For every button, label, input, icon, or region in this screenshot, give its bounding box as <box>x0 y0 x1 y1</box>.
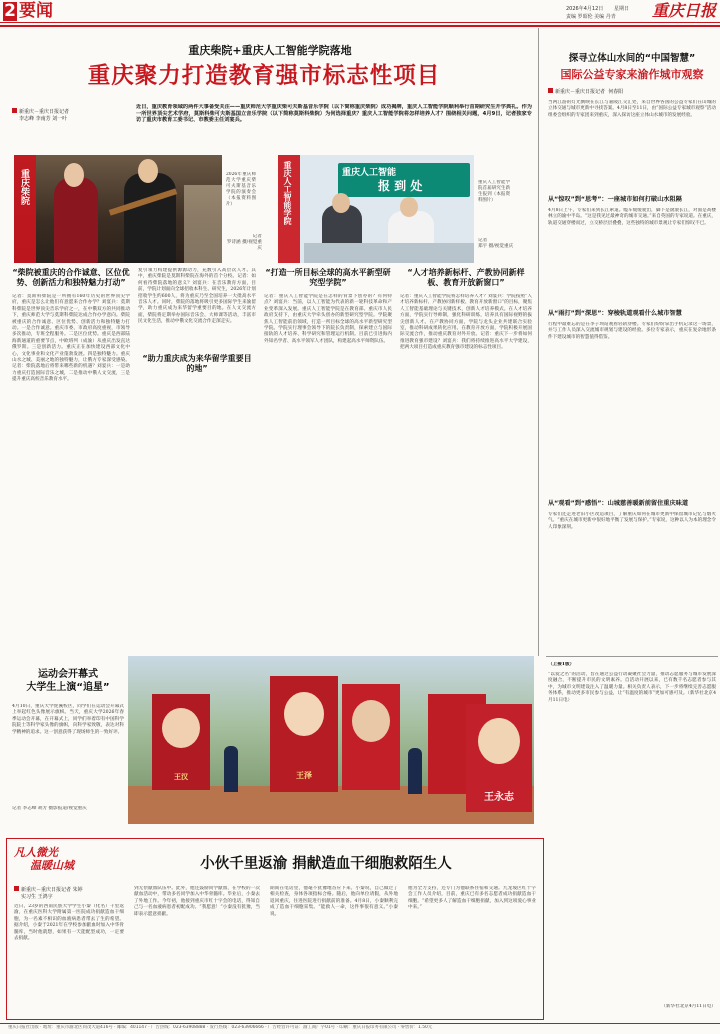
feature-col2: 到无偿献血队伍中。此外，他还鼓励同学献血，在学校的一次献血活动中，带动多名同学加入中华骨髓库。毕业后，小秦去了外地工作。今年初，他接到重庆市红十字会的电话，得知自己与一名血液病患者初配成功。“我愿意！”小秦没有犹豫，当即表示愿意捐献。 <box>134 886 260 917</box>
weekday: 星期日 <box>614 6 630 12</box>
feature-col3: 期间在电话里，他毫不犹豫地答应下来。小秦说，自己做过了相关检查，身体各项指标合格。随后，他向单位请假，从外地返回重庆，住进医院进行捐献前的准备。4月8日，小秦顺利完成了造血干细胞采集。“能救人一命，这件事很有意义。”小秦说。 <box>270 886 398 917</box>
rt-sub3: 从“观看”到“感悟”：山城慈善暖新前留住重庆味道 <box>548 500 689 507</box>
lead-byline <box>12 108 122 123</box>
ai-school-photo <box>278 155 474 263</box>
feature-headline: 小伙千里返渝 捐献造血干细胞救陌生人 <box>200 856 452 872</box>
col3-subhead: “打造一所目标全球的高水平新型研究型学院” <box>265 268 391 287</box>
lead-col4 <box>400 268 532 526</box>
page-number: 2 <box>4 1 16 21</box>
footer-rule <box>0 1023 720 1024</box>
col1-subhead: “柴院被重庆的合作诚意、区位优势、创新活力和独特魅力打动” <box>12 268 130 287</box>
banner-name-3: 王永志 <box>484 792 514 803</box>
lead-col2 <box>138 268 256 516</box>
photo2-sign: 报 到 处 <box>378 179 423 193</box>
photo-vertical-label: 重庆柴院 <box>19 169 29 205</box>
lead-kicker: 重庆柴院+重庆人工智能学院落地 <box>188 44 352 57</box>
feature-byline: 新重庆－重庆日报记者 朱婷 实习生 王鸿宇 <box>14 886 124 901</box>
feature-col4: 他为全力支持，还专门为他联系住宿和交通。九龙坡区红十字会工作人员介绍，目前，重庆已有多名志愿者成功捐献造血干细胞。“希望更多人了解造血干细胞捐献，加入到这项爱心事业中来。” <box>408 886 536 911</box>
col-divider <box>538 28 539 656</box>
sports-photo <box>128 656 534 824</box>
rt-sub2: 从“雨打”到“深思”：穿梭轨道观看什么城市智慧 <box>548 310 682 317</box>
feature-tag-line2: 温暖山城 <box>30 859 74 872</box>
rt-body1: 4月8日上午，专家们来到长江索道。缆车缓缓驶出，脚下是滚滚长江，对面是高楼林立的渝中半岛。“这是我见过最神奇的城市交通。”来自英国的专家说道。在重庆，轨道交通穿楼而过，立交桥层层叠叠，这些独特的城市景观让专家们惊叹不已。 <box>548 208 716 226</box>
lead-col3 <box>264 268 392 526</box>
byline-source: 新重庆－重庆日报记者 <box>12 108 122 116</box>
rt-byline: 新重庆－重庆日报记者 何春阳 <box>548 88 716 96</box>
col3-body: 记者：重庆人工智能学院是在怎样的背景下创办的？有何特点？刘宴兵：当前，以人工智能为代表的新一轮科技革命和产业变革深入发展。重庆人工智能学院是在教育部、重庆市人民政府支持下，由重庆大学牵头创办的新型研究型学院。学院聚焦人工智能前沿领域，打造一所目标全球的高水平新型研究型学院。学院实行理事会领导下的院长负责制，探索建立与国际接轨的人才培养、科学研究和管理运行机制。目前已引进海内外知名学者、高水平领军人才团队，构建起高水平师资队伍。 <box>264 294 392 344</box>
col1-body: 记者：莫斯科柴院是一所拥有160年历史的世界顶尖学府，重庆是怎么让他们有意愿来合作办学？刘宴兵：莫斯科柴院是世界顶尖音乐学府之一，在中俄双方的共同推动下，重庆师范大学与莫斯科柴院达成合作办学意向。柴院被重庆的合作诚意、区位优势、创新活力和独特魅力打动。一是合作诚意。重庆市委、市政府高度重视，市领导多次推动，专班全程服务。二是区位优势。重庆是西部陆海新通道的重要节点，中欧班列（成渝）从重庆出发直达俄罗斯。三是创新活力。重庆正在加快建设西部文化中心，文化事业和文化产业蓬勃发展。四是独特魅力。重庆山水之城、美丽之地的独特魅力，让俄方专家深受感染。记者：柴院落地后将带来哪些新的机遇？刘宴兵：一是助力重庆打造国际音乐之城，二是推动中俄人文交流，三是提升重庆高校音乐教育水平。 <box>12 294 130 383</box>
photo2-credit: 记者 郑宇 摄/视觉重庆 <box>478 238 514 250</box>
sports-headline: 运动会开幕式 大学生上演“追星” <box>26 669 110 693</box>
col4-body: 记者：重庆人工智能学院将怎样培养人才？刘宴兵：学院按照“人才培养新标杆、产教协同新样板、教育开放新窗口”的目标，聚焦人工智能基础理论与关键技术，创新人才培养模式。在人才培养方面，学院实行导师制，强化科研训练，培养具有国际视野的拔尖创新人才。在产教协同方面，学院与龙头企业共建联合实验室，推动科研成果转化应用。在教育开放方面，学院积极开展国际交流合作，推动重庆教育对外开放。记者：重庆下一步将如何推进教育强市建设？刘宴兵：我们将持续推进高水平大学建设，把两大项目打造成重庆教育强市建设的标志性项目。 <box>400 294 532 351</box>
lead-col2-subhead: “助力重庆成为来华留学重要目的地” <box>140 350 254 378</box>
sports-credit: 记者 李志峰 胡芳 摄影报道/视觉重庆 <box>12 806 87 811</box>
rt-divider <box>546 656 718 657</box>
header-rule <box>0 22 720 23</box>
photo2-caption: 重庆人工智能学院首届研究生新生报到（本报资料图片） <box>478 180 510 203</box>
banner-name-2: 王泽 <box>296 771 312 780</box>
editor-line: 责编 罗昭伦 美编 丹青 <box>566 14 616 20</box>
header-rule-thick <box>0 25 720 27</box>
footer-text: 重庆日报社出版 · 地址：重庆市渝北区同茂大道416号 · 邮编：401147 · 广告热线：023-63908888 · 发行热线：023-63906666 · 广告经营许可证：渝工商广字01号 · 印刷：重庆日报印务有限公司 · 零售价：1.50元 <box>8 1025 433 1030</box>
rt-headline: 国际公益专家来渝作城市观察 <box>560 68 704 81</box>
banner-name-1: 王汉 <box>174 773 188 781</box>
feature-tag <box>14 846 92 874</box>
feature-tag-line1: 凡人微光 <box>14 846 58 859</box>
feature-col1: 近日，23岁的西南民族大学学生小秦（化名）千里返渝，在重庆医科大学附属第一医院成功捐献造血干细胞，为一名素不相识的血液病患者带去了生的希望。据介绍，小秦于2021年在学校参加献血时加入中华骨髓库，当时他就想，如果有一天能配型成功，一定要去捐献。 <box>14 904 124 942</box>
photo1-caption: 2026年重庆师范大学重庆柴可夫斯基音乐学院的演奏会（本报资料图片） <box>226 172 256 207</box>
paper-logo: 重庆日报 <box>651 1 716 20</box>
rt-sub1: 从“惊叹”到“思考”：一座城市如何打破山水阻隔 <box>548 196 682 203</box>
photo1-credit: 记者 罗诗涵 摄/视觉重庆 <box>226 234 262 252</box>
section-title: 要闻 <box>19 1 53 21</box>
col2-body: 复引领力构建提供源源动力，充数引入高层次人才。其中，重庆柴院是莫斯科柴院在海外的首个分校。记者：如何看待柴院落地的意义？刘宴兵：在音乐教育方面，目前，学院计划面向全球招收本科生、研究生，2026年计划招收学生约600人，将为重庆乃至全国培养一大批高水平音乐人才。同时，柴院的落地将吸引更多国际学生来渝留学，助力重庆成为来华留学重要目的地。在人文交流方面，柴院将定期举办国际音乐会、大师课等活动，丰富市民文化生活，推动中俄文化交流合作走深走实。 <box>138 268 256 325</box>
sports-body: 4月10日，重庆大学虎溪校区，同学们在运动会开幕式上举起红色头像展示旗帜。当天，重庆大学2026年春季运动会开幕，在开幕式上，同学们举着印有中国科学院院士等科学家头像的旗帜，向科学家致敬，表达对科学精神的追求。这一创意获得了现场师生的一致好评。 <box>12 704 124 735</box>
orchestra-photo <box>14 155 222 263</box>
rt-body: 当两江游的灯光倒映在长江与嘉陵江交汇处，来自世界各国的公益专家们在山城的立体交通与城市更新中寻找答案。4月8日至11日，由“国际公益专家城市观察”活动组委会组织的专家团来到重庆，深入探访这座立体山水城市的发展经验。 <box>548 100 716 118</box>
rt-body2: 行程中最难忘的是在李子坝站观看轻轨穿楼。专家们纷纷拿出手机记录这一场景，并与工作人员深入交流城市规划与建设的经验。多位专家表示，重庆在复杂地形条件下建设城市的智慧值得借鉴。 <box>548 322 716 340</box>
rb-cont-label: （上接1版） <box>548 662 575 667</box>
rb-body: “以爱之名”的活动，旨在通过公益行动凝聚社会力量，推动志愿服务与城市发展深度融合，不断提升市民的文明素养。自活动开展以来，已有数千名志愿者参与其中，为城市文明建设注入了温暖力量。相关负责人表示，下一步将继续完善志愿服务体系，推动更多市民参与公益，让“有温度的城市”更加可感可及。（新华社北京4月11日电） <box>548 672 716 703</box>
photo2-sign-top: 重庆人工智能 <box>342 168 397 178</box>
lead-col1 <box>12 268 130 522</box>
rb-footer-note: （新华社北京4月11日电） <box>661 1004 716 1009</box>
date-line: 2026年4月12日 <box>566 6 604 12</box>
byline-reporters: 李志峰 李南芳 刘一叶 <box>19 116 68 122</box>
lead-headline: 重庆聚力打造教育强市标志性项目 <box>87 63 441 89</box>
photo2-vertical-label: 重庆人工智能学院 <box>283 161 292 225</box>
col4-subhead: “人才培养新标杆、产教协同新样板、教育开放新窗口” <box>407 268 525 287</box>
rt-body3: 专家们还走进老旧小区改造项目，了解重庆如何在城市更新中保留城市记忆与烟火气。“重庆在城市更新中很好地平衡了发展与保护。”专家说，这种以人为本的理念令人印象深刻。 <box>548 512 716 530</box>
rt-kicker: 探寻立体山水间的“中国智慧” <box>568 53 696 64</box>
lead-intro: 近日，重庆教育领域的两件大事备受关注——重庆师范大学重庆柴可夫斯基音乐学院（以下简称重庆柴院）成功揭牌，重庆人工智能学院顺利举行首期研究生开学典礼。作为一所世界顶尖艺术学府，莫斯科柴可夫斯基国立音乐学院（以下简称莫斯科柴院）为何选择重庆？重庆人工智能学院将怎样培养人才？围绕相关问题，4月9日，记者独家专访了重庆市教育工委书记、市教委主任刘宴兵。 <box>136 104 532 124</box>
